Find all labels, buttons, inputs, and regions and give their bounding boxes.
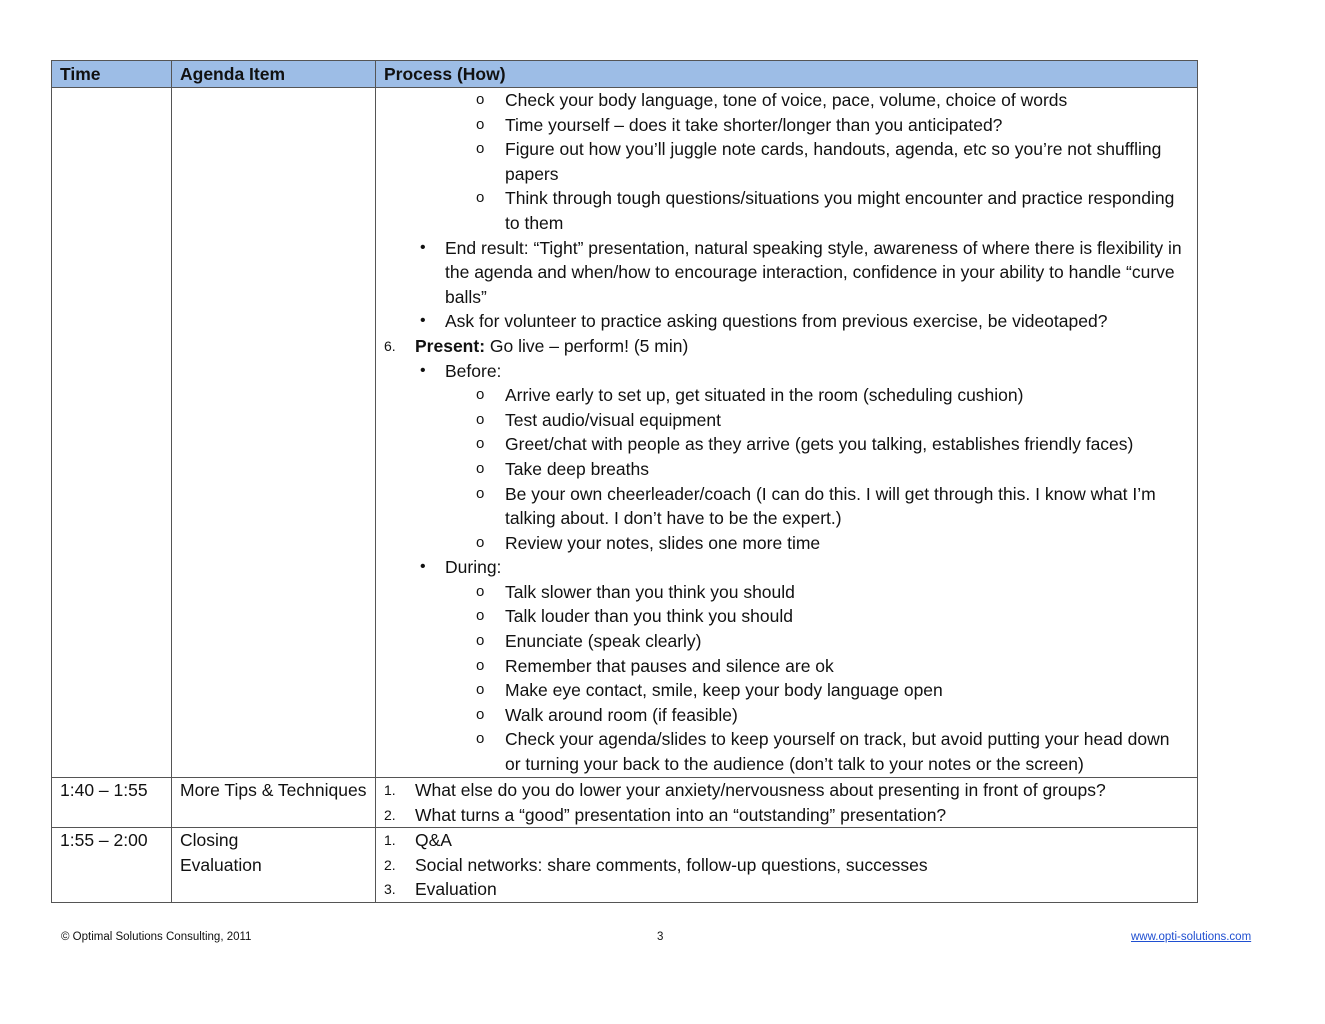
table-row: [52, 828, 1198, 903]
list-item: [384, 457, 1189, 482]
list-item-text: Evaluation: [415, 879, 497, 900]
list-item-label: Present:: [415, 335, 486, 356]
hollow-bullet-icon: o: [476, 91, 485, 108]
table-row: [52, 778, 1198, 828]
list-item: [384, 853, 1189, 878]
hollow-bullet-icon: o: [476, 681, 485, 699]
list-item: [384, 113, 1189, 138]
footer-website-link[interactable]: www.opti-solutions.com: [1131, 931, 1252, 943]
process-list: [384, 88, 1189, 777]
process-list: [384, 828, 1189, 902]
process-cell: [376, 88, 1198, 778]
agenda-cell: More Tips & Techniques: [172, 778, 376, 828]
list-item-text: Arrive early to set up, get situated in the room (scheduling cushion): [505, 385, 1024, 406]
footer-copyright: © Optimal Solutions Consulting, 2011: [61, 931, 252, 943]
list-item: [384, 580, 1189, 605]
hollow-bullet-icon: o: [476, 140, 485, 158]
hollow-bullet-icon: o: [476, 705, 485, 723]
hollow-bullet-icon: o: [476, 459, 485, 477]
table-row: [52, 88, 1198, 778]
list-item: [384, 654, 1189, 679]
header-process: Process (How): [376, 61, 1198, 88]
list-item-text: Before:: [445, 360, 502, 381]
bullet-icon: •: [420, 312, 426, 330]
time-cell: 1:40 – 1:55: [52, 778, 172, 828]
bullet-icon: •: [420, 238, 426, 256]
list-item-text: During:: [445, 557, 502, 578]
list-item: [384, 555, 1189, 580]
bullet-icon: •: [420, 558, 426, 576]
list-number: 6.: [384, 337, 396, 354]
time-cell: 1:55 – 2:00: [52, 828, 172, 903]
list-item-text: End result: “Tight” presentation, natural speaking style, awareness of where there is flexibility in the agenda and when/how to encourage interaction, confidence in your ability to handle “curve balls”: [445, 237, 1182, 307]
list-item: [384, 727, 1189, 776]
list-number: 1.: [384, 782, 396, 798]
hollow-bullet-icon: o: [476, 656, 485, 674]
list-item: [384, 629, 1189, 654]
hollow-bullet-icon: o: [476, 607, 485, 625]
agenda-cell: [172, 88, 376, 778]
process-cell: [376, 778, 1198, 828]
list-item-text: Review your notes, slides one more time: [505, 532, 821, 553]
list-item: [384, 383, 1189, 408]
list-item-text: Check your body language, tone of voice, pace, volume, choice of words: [505, 90, 1068, 110]
list-item: [384, 432, 1189, 457]
list-item-text: Social networks: share comments, follow-up questions, successes: [415, 854, 928, 875]
process-cell: [376, 828, 1198, 903]
hollow-bullet-icon: o: [476, 484, 485, 502]
list-item: [384, 137, 1189, 186]
list-item: [384, 803, 1189, 828]
list-item: [384, 359, 1189, 384]
list-number: 3.: [384, 881, 396, 898]
agenda-cell: Closing Evaluation: [172, 828, 376, 903]
list-item-text: Go live – perform! (5 min): [485, 335, 689, 356]
list-item-text: Make eye contact, smile, keep your body language open: [505, 680, 943, 701]
list-item-text: Remember that pauses and silence are ok: [505, 655, 834, 676]
list-item-text: Time yourself – does it take shorter/longer than you anticipated?: [505, 114, 1003, 135]
hollow-bullet-icon: o: [476, 386, 485, 404]
hollow-bullet-icon: o: [476, 533, 485, 551]
list-item: [384, 531, 1189, 556]
hollow-bullet-icon: o: [476, 115, 485, 133]
list-item-text: What else do you do lower your anxiety/nervousness about presenting in front of groups?: [415, 780, 1106, 800]
list-item-text: Walk around room (if feasible): [505, 704, 738, 725]
hollow-bullet-icon: o: [476, 632, 485, 650]
list-item: [384, 678, 1189, 703]
list-item-text: Greet/chat with people as they arrive (gets you talking, establishes friendly faces): [505, 434, 1134, 455]
list-item: [384, 309, 1189, 334]
list-item-text: Test audio/visual equipment: [505, 409, 721, 430]
list-item: [384, 88, 1189, 113]
header-time: Time: [52, 61, 172, 88]
table-header-row: [52, 61, 1198, 88]
list-number: 2.: [384, 806, 396, 823]
hollow-bullet-icon: o: [476, 189, 485, 207]
list-item: [384, 703, 1189, 728]
list-item-text: Enunciate (speak clearly): [505, 631, 702, 652]
header-agenda-item: Agenda Item: [172, 61, 376, 88]
list-item-text: Figure out how you’ll juggle note cards, handouts, agenda, etc so you’re not shuffling papers: [505, 139, 1162, 184]
time-cell: [52, 88, 172, 778]
list-item: [384, 236, 1189, 310]
hollow-bullet-icon: o: [476, 435, 485, 453]
list-item: [384, 778, 1189, 803]
list-item-text: Ask for volunteer to practice asking questions from previous exercise, be videotaped?: [445, 311, 1108, 332]
list-item: [384, 877, 1189, 902]
hollow-bullet-icon: o: [476, 582, 485, 600]
list-item: [384, 186, 1189, 235]
list-item-text: Be your own cheerleader/coach (I can do this. I will get through this. I know what I’m talking about. I don’t have to be the expert.): [505, 483, 1156, 529]
hollow-bullet-icon: o: [476, 730, 485, 748]
hollow-bullet-icon: o: [476, 410, 485, 428]
list-item-text: Talk slower than you think you should: [505, 581, 795, 602]
list-item-text: Q&A: [415, 830, 452, 851]
list-number: 1.: [384, 832, 396, 849]
list-item-text: Talk louder than you think you should: [505, 606, 793, 627]
list-item-text: What turns a “good” presentation into an “outstanding” presentation?: [415, 804, 947, 825]
list-item-text: Think through tough questions/situations you might encounter and practice responding to them: [505, 188, 1175, 233]
list-item: [384, 604, 1189, 629]
list-item: [384, 828, 1189, 853]
list-item: [384, 408, 1189, 433]
process-list: [384, 778, 1189, 827]
list-item: [384, 482, 1189, 531]
bullet-icon: •: [420, 361, 426, 379]
list-item: [384, 334, 1189, 359]
list-number: 2.: [384, 856, 396, 873]
footer-page-number: 3: [657, 931, 664, 943]
agenda-table: [51, 60, 1198, 903]
list-item-text: Take deep breaths: [505, 458, 649, 479]
list-item-text: Check your agenda/slides to keep yourself on track, but avoid putting your head down or turning your back to the audience (don’t talk to your notes or the screen): [505, 729, 1170, 775]
